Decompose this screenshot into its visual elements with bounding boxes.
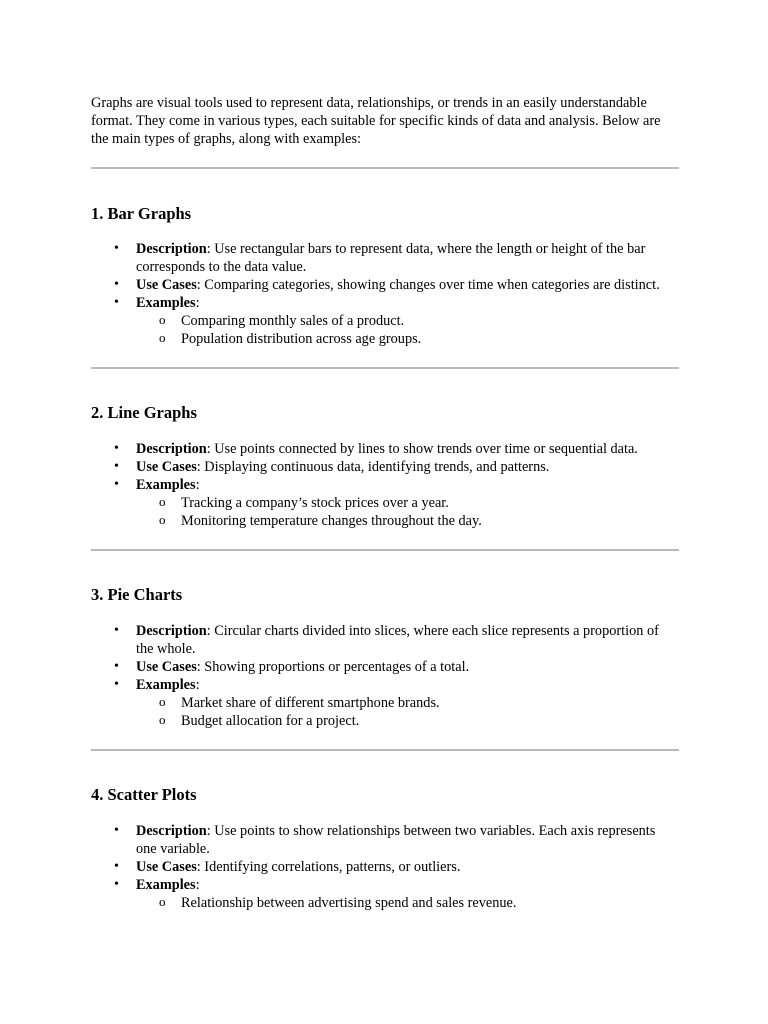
- examples-colon: :: [195, 677, 200, 693]
- use-cases-label: Use Cases: [136, 659, 197, 675]
- example-text: Market share of different smartphone brands.: [181, 695, 440, 711]
- circle-bullet-icon: o: [159, 894, 166, 909]
- list-item-examples: [91, 676, 679, 730]
- bullet-icon: •: [114, 241, 119, 256]
- examples-label: Examples: [136, 677, 196, 693]
- use-cases-label: Use Cases: [136, 459, 197, 475]
- circle-bullet-icon: o: [159, 494, 166, 509]
- list-item-description: [91, 240, 679, 276]
- list-item-examples: [91, 294, 679, 348]
- circle-bullet-icon: o: [159, 330, 166, 345]
- examples-label: Examples: [136, 295, 196, 311]
- section-list-line-graphs: [91, 440, 679, 530]
- examples-colon: :: [195, 477, 200, 493]
- examples-colon: :: [195, 295, 200, 311]
- example-text: Comparing monthly sales of a product.: [181, 313, 405, 329]
- bullet-icon: •: [114, 295, 119, 310]
- circle-bullet-icon: o: [159, 712, 166, 727]
- bullet-icon: •: [114, 859, 119, 874]
- description-label: Description: [136, 623, 207, 639]
- description-text: : Use points to show relationships between two variables. Each axis represents one variable.: [136, 823, 656, 857]
- document-page: [91, 94, 679, 912]
- example-text: Monitoring temperature changes throughout the day.: [181, 513, 482, 529]
- list-item-description: [91, 440, 679, 458]
- bullet-icon: •: [114, 277, 119, 292]
- example-text: Budget allocation for a project.: [181, 713, 360, 729]
- use-cases-text: : Displaying continuous data, identifying trends, and patterns.: [196, 459, 550, 475]
- examples-sublist: [136, 312, 679, 348]
- examples-sublist: [136, 694, 679, 730]
- example-item: [136, 694, 679, 712]
- list-item-description: [91, 622, 679, 658]
- section-heading-pie-charts: 3. Pie Charts: [91, 585, 183, 604]
- use-cases-label: Use Cases: [136, 277, 197, 293]
- description-text: : Circular charts divided into slices, where each slice represents a proportion of the whole.: [136, 623, 659, 657]
- examples-colon: :: [195, 877, 200, 893]
- example-item: [136, 894, 679, 912]
- use-cases-text: : Identifying correlations, patterns, or outliers.: [196, 859, 461, 875]
- section-heading-bar-graphs: 1. Bar Graphs: [91, 204, 192, 223]
- divider: [91, 367, 679, 369]
- examples-sublist: [136, 894, 679, 912]
- description-label: Description: [136, 823, 207, 839]
- examples-sublist: [136, 494, 679, 530]
- example-text: Tracking a company’s stock prices over a year.: [181, 495, 449, 511]
- bullet-icon: •: [114, 823, 119, 838]
- list-item-use-cases: [91, 858, 679, 876]
- bullet-icon: •: [114, 459, 119, 474]
- bullet-icon: •: [114, 877, 119, 892]
- use-cases-text: : Comparing categories, showing changes over time when categories are distinct.: [196, 277, 660, 293]
- section-list-scatter-plots: [91, 822, 679, 912]
- example-item: [136, 512, 679, 530]
- example-text: Population distribution across age groups.: [181, 331, 422, 347]
- example-item: [136, 330, 679, 348]
- use-cases-text: : Showing proportions or percentages of a total.: [196, 659, 470, 675]
- bullet-icon: •: [114, 659, 119, 674]
- example-item: [136, 494, 679, 512]
- bullet-icon: •: [114, 623, 119, 638]
- description-text: : Use points connected by lines to show trends over time or sequential data.: [206, 441, 638, 457]
- section-heading-line-graphs: 2. Line Graphs: [91, 403, 197, 422]
- description-text: : Use rectangular bars to represent data, where the length or height of the bar corresponds to the data value.: [136, 241, 646, 275]
- list-item-use-cases: [91, 458, 679, 476]
- section-list-bar-graphs: [91, 240, 679, 348]
- section-heading-scatter-plots: 4. Scatter Plots: [91, 785, 197, 804]
- circle-bullet-icon: o: [159, 694, 166, 709]
- circle-bullet-icon: o: [159, 312, 166, 327]
- bullet-icon: •: [114, 441, 119, 456]
- example-item: [136, 312, 679, 330]
- bullet-icon: •: [114, 677, 119, 692]
- divider: [91, 549, 679, 551]
- description-label: Description: [136, 441, 207, 457]
- example-text: Relationship between advertising spend and sales revenue.: [181, 895, 517, 911]
- list-item-use-cases: [91, 658, 679, 676]
- section-list-pie-charts: [91, 622, 679, 730]
- examples-label: Examples: [136, 877, 196, 893]
- intro-paragraph: Graphs are visual tools used to represent data, relationships, or trends in an easily understandable format. They come in various types, each suitable for specific kinds of data and analysis. Below are the main types of graphs, along with examples:: [91, 95, 661, 147]
- list-item-description: [91, 822, 679, 858]
- bullet-icon: •: [114, 477, 119, 492]
- description-label: Description: [136, 241, 207, 257]
- list-item-examples: [91, 876, 679, 912]
- divider: [91, 749, 679, 751]
- divider: [91, 167, 679, 169]
- use-cases-label: Use Cases: [136, 859, 197, 875]
- circle-bullet-icon: o: [159, 512, 166, 527]
- example-item: [136, 712, 679, 730]
- list-item-examples: [91, 476, 679, 530]
- list-item-use-cases: [91, 276, 679, 294]
- examples-label: Examples: [136, 477, 196, 493]
